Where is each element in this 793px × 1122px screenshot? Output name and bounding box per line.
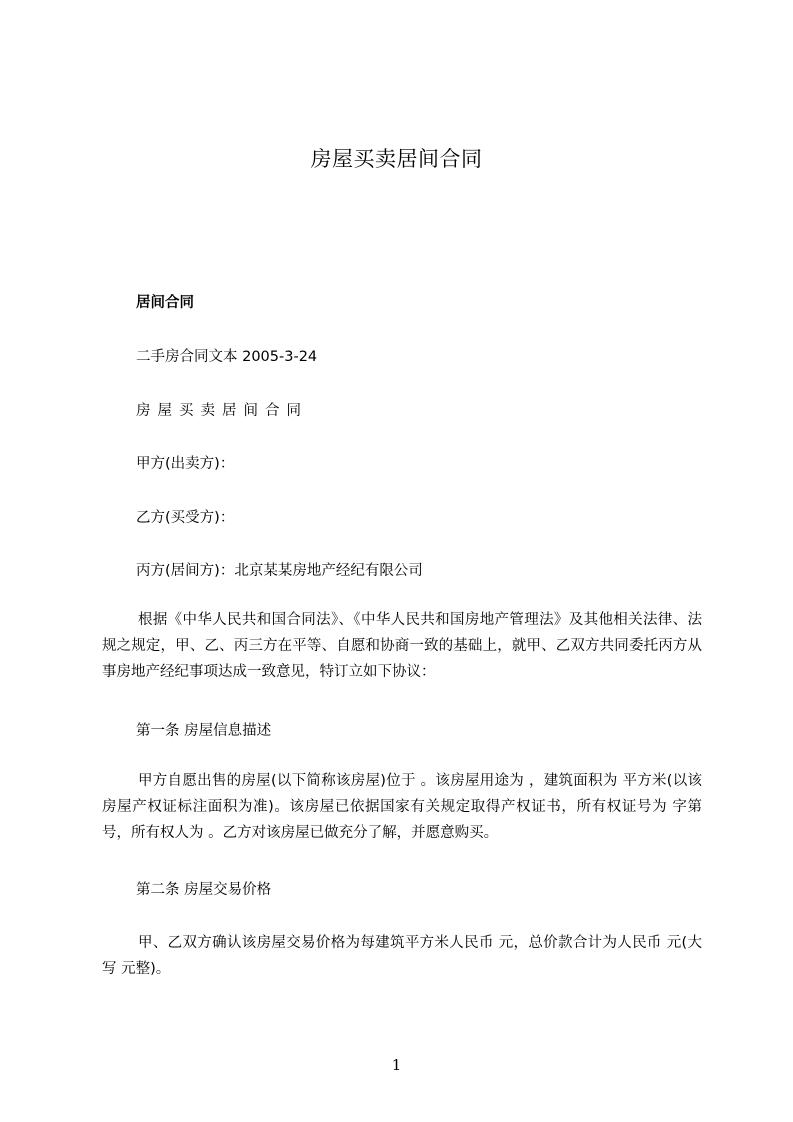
spaced-title: 房屋买卖居间合同 xyxy=(136,403,308,419)
article-1-title: 第一条 房屋信息描述 xyxy=(136,723,272,739)
article-2-title: 第二条 房屋交易价格 xyxy=(136,882,272,898)
page-number: 1 xyxy=(391,1056,402,1074)
intro-paragraph: 根据《中华人民共和国合同法》、《中华人民共和国房地产管理法》及其他相关法律、法规之规定，甲、乙、丙三方在平等、自愿和协商一致的基础上，就甲、乙双方共同委托丙方从事房地产经纪事项达成一致意见，特订立如下协议： xyxy=(102,612,702,680)
party-c-line: 丙方(居间方)：北京某某房地产经纪有限公司 xyxy=(136,563,423,579)
party-b-line: 乙方(买受方)： xyxy=(136,510,235,526)
document-title: 房屋买卖居间合同 xyxy=(310,147,483,171)
article-1-body: 甲方自愿出售的房屋(以下简称该房屋)位于 。该房屋用途为 ，建筑面积为 平方米(以该房屋产权证标注面积为准)。该房屋已依据国家有关规定取得产权证书，所有权证号为 字第 号，所有权人为 。乙方对该房屋已做充分了解，并愿意购买。 xyxy=(102,773,702,841)
contract-subtitle: 二手房合同文本 2005-3-24 xyxy=(136,349,318,365)
article-2-body: 甲、乙双方确认该房屋交易价格为每建筑平方米人民币 元，总价款合计为人民币 元(大写 元整)。 xyxy=(102,935,702,977)
contract-heading: 居间合同 xyxy=(136,295,194,311)
party-a-line: 甲方(出卖方)： xyxy=(136,456,235,472)
